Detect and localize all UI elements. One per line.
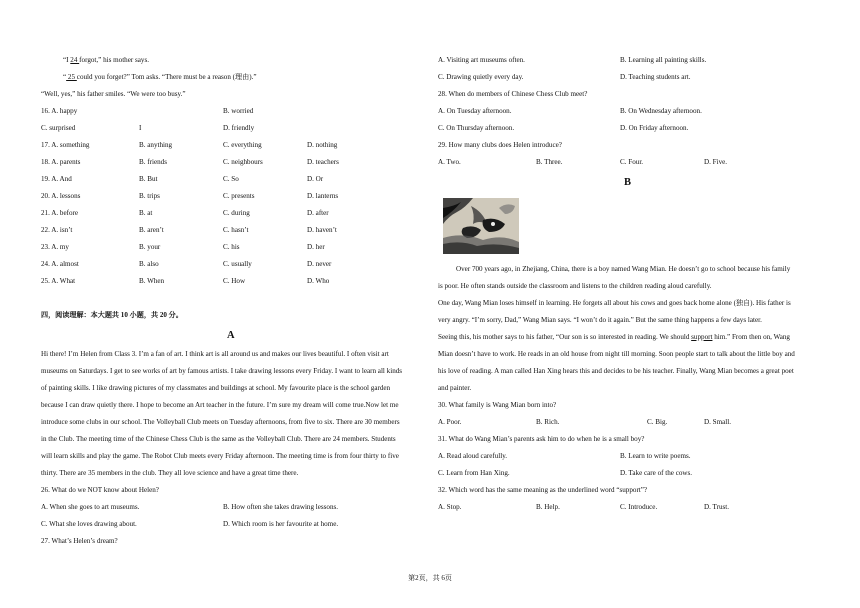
- passage-b-line: is poor. He often stands outside the classroom and listens to the children reading aloud carefully.: [438, 282, 712, 290]
- cloze-option-c[interactable]: C. his: [223, 243, 240, 251]
- page-footer: 第2页，共 6页: [408, 574, 452, 582]
- q29-option-a[interactable]: A. Two.: [438, 158, 461, 166]
- q29-option-b[interactable]: B. Three.: [536, 158, 563, 166]
- q30-option-c[interactable]: C. Big.: [647, 418, 668, 426]
- passage-b-heading: B: [624, 177, 632, 188]
- q29-options: [438, 154, 820, 171]
- q28-option-d[interactable]: D. On Friday afternoon.: [620, 124, 689, 132]
- cloze-option-a[interactable]: 21. A. before: [41, 209, 79, 217]
- q26-option-b[interactable]: B. How often she takes drawing lessons.: [223, 503, 339, 511]
- q27-option-d[interactable]: D. Teaching students art.: [620, 73, 691, 81]
- q30-option-a[interactable]: A. Poor.: [438, 418, 462, 426]
- cloze-option-a[interactable]: 22. A. isn’t: [41, 226, 73, 234]
- passage-a-line: in the Club. The meeting time of the Chinese Chess Club is the same as the Volleyball Club. There are 24 members. Students: [41, 435, 396, 443]
- cloze-question-row: [41, 137, 421, 154]
- cloze-option-d[interactable]: D. lanterns: [307, 192, 339, 200]
- blank-24: 24: [70, 56, 80, 64]
- cloze-option-c[interactable]: C. hasn’t: [223, 226, 249, 234]
- blank-25: 25: [66, 73, 77, 81]
- q27-option-a[interactable]: A. Visiting art museums often.: [438, 56, 525, 64]
- passage-a-line: of painting skills. I like drawing pictures of my classmates and buildings at school. My favourite place is the school garden: [41, 384, 391, 392]
- cloze-option-b[interactable]: B. also: [139, 260, 159, 268]
- q31-options-row-2: [438, 465, 820, 482]
- cloze-option-d[interactable]: D. after: [307, 209, 329, 217]
- cloze-option-b[interactable]: B. your: [139, 243, 161, 251]
- q30-options: [438, 414, 820, 431]
- question-30: 30. What family is Wang Mian born into?: [438, 401, 557, 409]
- passage-b-line: Over 700 years ago, in Zhejiang, China, there is a boy named Wang Mian. He doesn’t go to school because his family: [456, 265, 791, 273]
- cloze-question-row: [41, 256, 421, 273]
- q26-option-d[interactable]: D. Which room is her favourite at home.: [223, 520, 339, 528]
- q27-option-b[interactable]: B. Learning all painting skills.: [620, 56, 707, 64]
- cloze-option-c[interactable]: C. So: [223, 175, 239, 183]
- q32-option-c[interactable]: C. Introduce.: [620, 503, 658, 511]
- cloze-option-c[interactable]: D. friendly: [223, 124, 255, 132]
- q31-options-row-1: [438, 448, 820, 465]
- cloze-option-c[interactable]: C. everything: [223, 141, 262, 149]
- ink-painting-illustration: [443, 198, 519, 254]
- cloze-option-a[interactable]: C. surprised: [41, 124, 76, 132]
- cloze-option-a[interactable]: 24. A. almost: [41, 260, 79, 268]
- cloze-option-a[interactable]: 17. A. something: [41, 141, 90, 149]
- passage-b-line: his love of reading. A man called Han Xing hears this and decides to be his teacher. Finally, Wang Mian becomes a great poet: [438, 367, 794, 375]
- passage-b-line: and painter.: [438, 384, 472, 392]
- q31-option-c[interactable]: C. Learn from Han Xing.: [438, 469, 510, 477]
- q32-option-d[interactable]: D. Trust.: [704, 503, 730, 511]
- passage-a-heading: A: [227, 330, 235, 341]
- cloze-question-row: [41, 171, 421, 188]
- underlined-word-support: support: [691, 333, 713, 341]
- cloze-option-b[interactable]: B. aren’t: [139, 226, 164, 234]
- ink-painting-image: [443, 198, 519, 254]
- cloze-question-row: [41, 222, 421, 239]
- passage-a-line: museums on Saturdays. I get to see works of art by famous artists. I take drawing lessons every Friday. I want to learn all kinds: [41, 367, 403, 375]
- dialogue-line-2: “ 25 could you forget?” Tom asks. “There must be a reason (理由).”: [63, 73, 257, 81]
- cloze-option-b[interactable]: B. When: [139, 277, 165, 285]
- cloze-option-b[interactable]: B. But: [139, 175, 158, 183]
- cloze-option-c[interactable]: B. worried: [223, 107, 254, 115]
- question-31: 31. What do Wang Mian’s parents ask him to do when he is a small boy?: [438, 435, 645, 443]
- cloze-option-d[interactable]: D. nothing: [307, 141, 338, 149]
- passage-a-line: because I can draw quietly there. I hope to become an Art teacher in the future. I’m sure my dream will come true.Now let me: [41, 401, 399, 409]
- cloze-question-row: [41, 239, 421, 256]
- cloze-option-a[interactable]: 20. A. lessons: [41, 192, 81, 200]
- passage-b-line-tail: him.” From then on, Wang: [712, 333, 790, 341]
- q28-option-c[interactable]: C. On Thursday afternoon.: [438, 124, 515, 132]
- q30-option-d[interactable]: D. Small.: [704, 418, 731, 426]
- q31-option-a[interactable]: A. Read aloud carefully.: [438, 452, 508, 460]
- cloze-option-d[interactable]: D. her: [307, 243, 325, 251]
- cloze-option-b[interactable]: I: [139, 124, 142, 132]
- cloze-option-a[interactable]: 25. A. What: [41, 277, 76, 285]
- q32-options: [438, 499, 820, 516]
- q28-option-b[interactable]: B. On Wednesday afternoon.: [620, 107, 702, 115]
- cloze-option-c[interactable]: C. during: [223, 209, 250, 217]
- q29-option-d[interactable]: D. Five.: [704, 158, 728, 166]
- passage-b-line: Mian doesn’t have to work. He reads in an old house from night till morning. Soon people start to talk about the little boy and: [438, 350, 795, 358]
- passage-b-line: [438, 329, 790, 346]
- q27-option-c[interactable]: C. Drawing quietly every day.: [438, 73, 524, 81]
- cloze-question-row: [41, 120, 421, 137]
- question-26: 26. What do we NOT know about Helen?: [41, 486, 159, 494]
- cloze-option-b[interactable]: B. friends: [139, 158, 167, 166]
- q26-option-a[interactable]: A. When she goes to art museums.: [41, 503, 140, 511]
- cloze-option-d[interactable]: D. haven’t: [307, 226, 337, 234]
- passage-b-line: very angry. “I’m sorry, Dad,” Wang Mian says. “I won’t do it again.” But the same thing happens a few days later.: [438, 316, 762, 324]
- question-28: 28. When do members of Chinese Chess Club meet?: [438, 90, 588, 98]
- q31-option-d[interactable]: D. Take care of the cows.: [620, 469, 693, 477]
- q27-options-row-2: [438, 69, 820, 86]
- cloze-option-d[interactable]: D. Who: [307, 277, 330, 285]
- cloze-option-d[interactable]: D. never: [307, 260, 332, 268]
- passage-b-line: One day, Wang Mian loses himself in learning. He forgets all about his cows and goes back home alone (独自). His father is: [438, 299, 791, 307]
- cloze-question-row: [41, 154, 421, 171]
- cloze-question-row: [41, 103, 421, 120]
- cloze-option-a[interactable]: 23. A. my: [41, 243, 69, 251]
- cloze-question-row: [41, 188, 421, 205]
- q31-option-b[interactable]: B. Learn to write poems.: [620, 452, 691, 460]
- passage-a-line: will learn skills and play the game. The Robot Club meets every Friday afternoon. The meeting time is from four thirty to five: [41, 452, 399, 460]
- passage-a-line: introduce some clubs in our school. The Volleyball Club meets on Tuesday afternoons, from five to six. There are 30 members: [41, 418, 400, 426]
- passage-b-line-text: Seeing this, his mother says to his father, “Our son is so interested in reading. We should: [438, 333, 692, 341]
- cloze-option-b[interactable]: B. anything: [139, 141, 173, 149]
- question-27: 27. What’s Helen’s dream?: [41, 537, 118, 545]
- cloze-question-row: [41, 273, 421, 290]
- cloze-option-c[interactable]: C. neighbours: [223, 158, 263, 166]
- q32-option-b[interactable]: B. Help.: [536, 503, 560, 511]
- passage-a-line: thirty. There are 35 members in the club. They all love science and have a great time there.: [41, 469, 299, 477]
- q32-option-a[interactable]: A. Stop.: [438, 503, 462, 511]
- cloze-option-b[interactable]: B. trips: [139, 192, 160, 200]
- question-32: 32. Which word has the same meaning as the underlined word “support”?: [438, 486, 648, 494]
- cloze-option-d[interactable]: D. teachers: [307, 158, 339, 166]
- q30-option-b[interactable]: B. Rich.: [536, 418, 560, 426]
- q28-options-row-1: [438, 103, 820, 120]
- q28-options-row-2: [438, 120, 820, 137]
- cloze-question-row: [41, 205, 421, 222]
- cloze-option-b[interactable]: B. at: [139, 209, 153, 217]
- q26-options-row-1: [41, 499, 421, 516]
- cloze-option-c[interactable]: C. presents: [223, 192, 255, 200]
- cloze-option-d[interactable]: D. Or: [307, 175, 324, 183]
- cloze-option-c[interactable]: C. usually: [223, 260, 252, 268]
- dialogue-line-3: “Well, yes,” his father smiles. “We were too busy.”: [41, 90, 186, 98]
- q27-options-row-1: [438, 52, 820, 69]
- cloze-option-a[interactable]: 16. A. happy: [41, 107, 78, 115]
- dialogue-line-1: “I 24 forgot,” his mother says.: [63, 56, 149, 64]
- q29-option-c[interactable]: C. Four.: [620, 158, 644, 166]
- passage-a-line: Hi there! I’m Helen from Class 3. I’m a fan of art. I think art is all around us and makes our lives beautiful. I often visit art: [41, 350, 389, 358]
- q28-option-a[interactable]: A. On Tuesday afternoon.: [438, 107, 512, 115]
- question-29: 29. How many clubs does Helen introduce?: [438, 141, 562, 149]
- q26-options-row-2: [41, 516, 421, 533]
- section-title: 四，阅读理解：本大题共 10 小题，共 20 分。: [41, 311, 183, 319]
- q26-option-c[interactable]: C. What she loves drawing about.: [41, 520, 137, 528]
- cloze-option-a[interactable]: 18. A. parents: [41, 158, 81, 166]
- cloze-option-a[interactable]: 19. A. And: [41, 175, 72, 183]
- cloze-option-c[interactable]: C. How: [223, 277, 246, 285]
